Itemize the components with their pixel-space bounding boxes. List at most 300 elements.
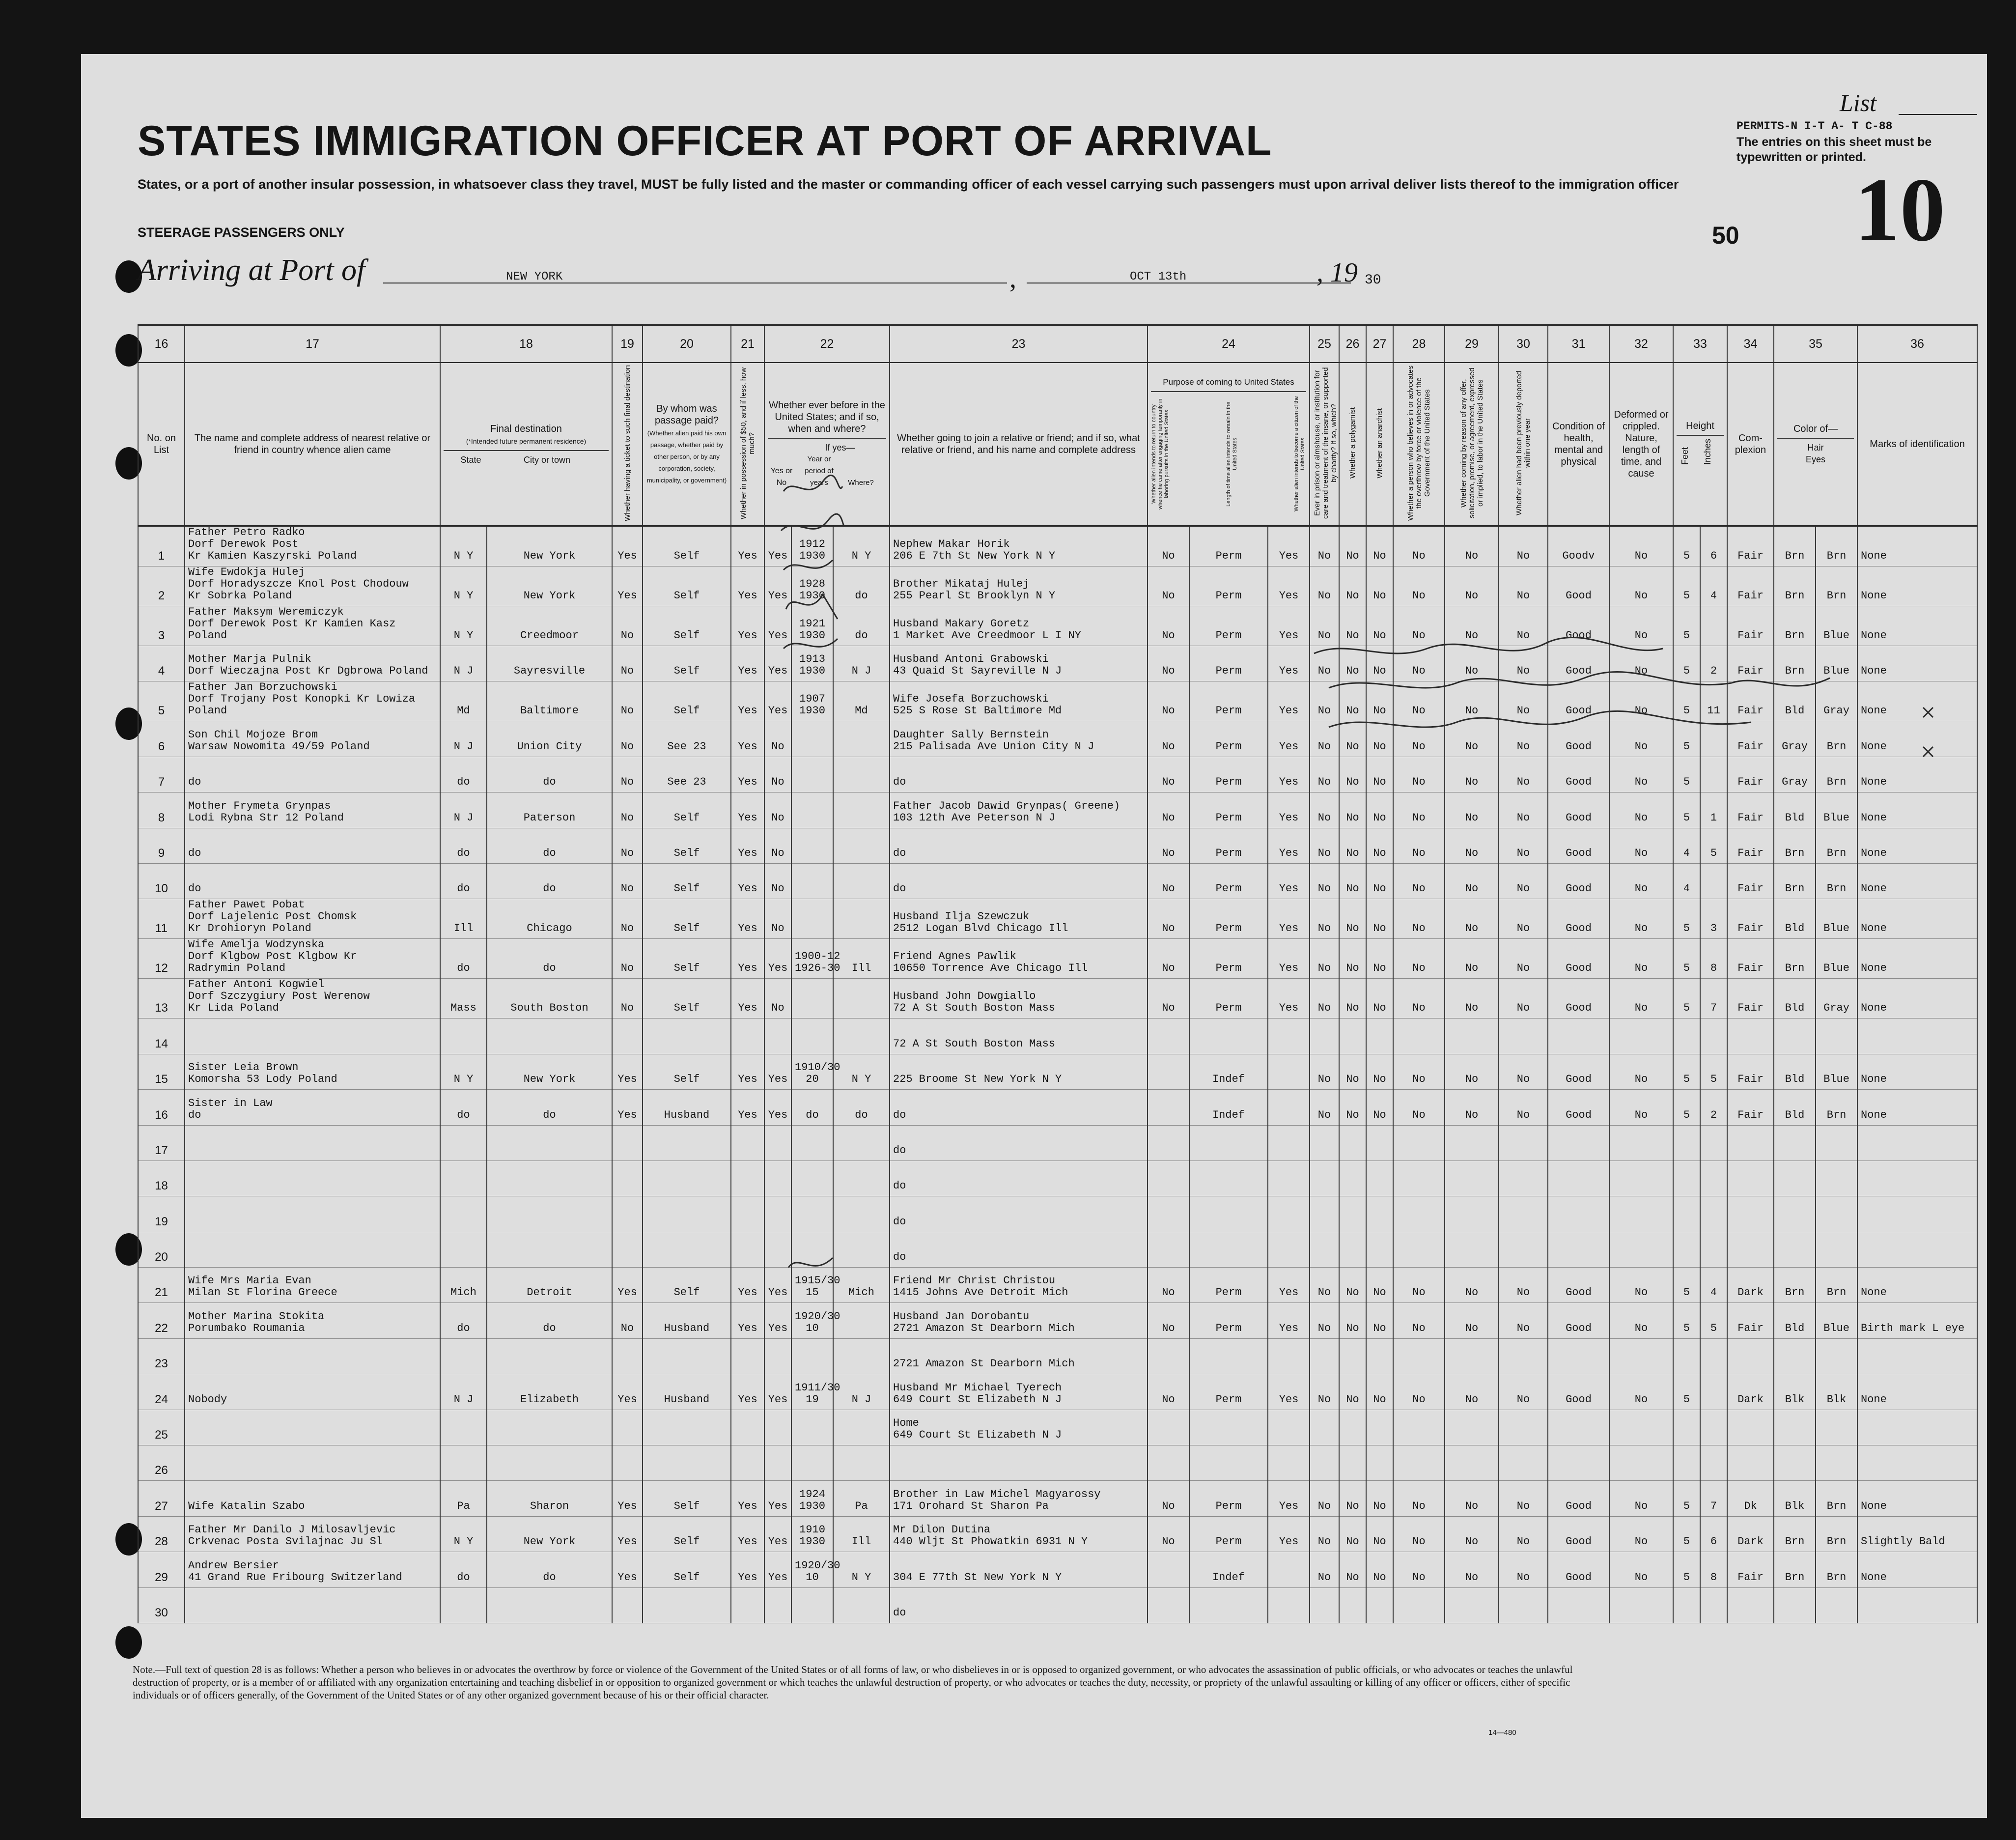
- cell-complexion: Fair: [1727, 757, 1774, 792]
- cell-eyes: [1816, 1445, 1857, 1481]
- cell-complexion: Fair: [1727, 899, 1774, 939]
- cell-complexion: Dark: [1727, 1268, 1774, 1303]
- cell-state: [440, 1587, 487, 1623]
- col-number: 16: [138, 325, 185, 363]
- cell-no: 21: [138, 1268, 185, 1303]
- cell-years-line: 1910: [799, 1524, 825, 1536]
- cell-inches: 2: [1700, 646, 1727, 681]
- cell-anar: No: [1366, 1481, 1393, 1516]
- cell-before: Yes: [764, 1516, 791, 1552]
- cell-join-line: Husband John Dowgiallo: [893, 990, 1036, 1003]
- cell-prison: No: [1310, 899, 1339, 939]
- cell-hair: Brn: [1774, 828, 1816, 863]
- cell-join: [890, 1445, 1148, 1481]
- cell-poly: No: [1339, 1481, 1366, 1516]
- cell-deformed: No: [1609, 979, 1673, 1019]
- cell-health: Good: [1548, 863, 1609, 899]
- cell-q28: No: [1393, 1054, 1445, 1089]
- cell-where: [833, 1303, 890, 1338]
- cell-no: 12: [138, 939, 185, 979]
- cell-city: [487, 1125, 612, 1161]
- cell-q29: No: [1445, 1552, 1499, 1587]
- cell-join: [890, 1054, 1148, 1089]
- cell-health: Good: [1548, 646, 1609, 681]
- cell-complexion: [1727, 1232, 1774, 1267]
- cell-eyes: Brn: [1816, 828, 1857, 863]
- cell-poly: [1339, 1232, 1366, 1267]
- cell-q29: No: [1445, 1481, 1499, 1516]
- cell-prison: No: [1310, 939, 1339, 979]
- cell-relative-line: Dorf Trojany Post Konopki Kr Lowiza: [188, 693, 416, 706]
- cell-length: Perm: [1189, 681, 1268, 721]
- cell-prison: No: [1310, 979, 1339, 1019]
- cell-deformed: No: [1609, 1090, 1673, 1125]
- cell-state: do: [440, 757, 487, 792]
- column-number-row: [138, 325, 1977, 363]
- cell-city: Chicago: [487, 899, 612, 939]
- cell-where: N Y: [833, 526, 890, 566]
- cell-paid: [643, 1445, 731, 1481]
- cell-deformed: No: [1609, 1374, 1673, 1410]
- cell-paid: See 23: [643, 721, 731, 757]
- manifest-sheet: [81, 54, 1987, 1818]
- cell-feet: [1673, 1587, 1700, 1623]
- cell-deformed: No: [1609, 1303, 1673, 1338]
- cell-fifty: Yes: [731, 939, 764, 979]
- cell-join-line: 171 Orohard St Sharon Pa: [893, 1500, 1049, 1512]
- cell-inches: 8: [1700, 1552, 1727, 1587]
- cell-hair: Brn: [1774, 1516, 1816, 1552]
- heading-state: State: [460, 454, 481, 465]
- cell-health: Good: [1548, 1481, 1609, 1516]
- cell-years-line: 1920/30: [795, 1559, 840, 1572]
- cell-relative-line: Father Jan Borzuchowski: [188, 681, 337, 694]
- cell-anar: No: [1366, 606, 1393, 646]
- cell-join: [890, 1303, 1148, 1338]
- heading-ticket-text: Whether having a ticket to such final destination: [623, 365, 632, 521]
- cell-prison: No: [1310, 863, 1339, 899]
- cell-inches: 2: [1700, 1090, 1727, 1125]
- cell-years: [791, 606, 833, 646]
- cell-relative-line: Wife Katalin Szabo: [188, 1500, 305, 1512]
- cell-q28: No: [1393, 1552, 1445, 1587]
- cell-health: [1548, 1161, 1609, 1196]
- cell-join: [890, 1019, 1148, 1054]
- cell-hair: Bld: [1774, 1090, 1816, 1125]
- cell-eyes: [1816, 1587, 1857, 1623]
- cell-fifty: Yes: [731, 1054, 764, 1089]
- cell-prison: No: [1310, 1303, 1339, 1338]
- list-label: List: [1840, 89, 1877, 116]
- cell-join-line: do: [893, 1180, 906, 1192]
- cell-relative-line: Wife Amelja Wodzynska: [188, 938, 325, 951]
- cell-join-line: 215 Palisada Ave Union City N J: [893, 740, 1094, 753]
- cell-no: 24: [138, 1374, 185, 1410]
- heading-passage-paid: [643, 363, 731, 526]
- cell-complexion: [1727, 1445, 1774, 1481]
- table-row: [138, 1054, 1977, 1089]
- cell-relative-line: Dorf Szczygiury Post Werenow: [188, 990, 370, 1003]
- cell-paid: Self: [643, 681, 731, 721]
- heading-purpose: [1148, 363, 1310, 526]
- cell-fifty: [731, 1445, 764, 1481]
- heading-final-destination: [440, 363, 612, 526]
- cell-join: [890, 1516, 1148, 1552]
- cell-relative: [185, 1232, 440, 1267]
- cell-health: Good: [1548, 1303, 1609, 1338]
- cell-prison: No: [1310, 793, 1339, 828]
- cell-join-line: 649 Court St Elizabeth N J: [893, 1429, 1062, 1442]
- cell-deformed: No: [1609, 1054, 1673, 1089]
- cell-feet: 5: [1673, 1268, 1700, 1303]
- cell-join-line: 72 A St South Boston Mass: [893, 1002, 1056, 1015]
- cell-relative: [185, 1410, 440, 1445]
- cell-q29: No: [1445, 828, 1499, 863]
- cell-join-line: Husband Makary Goretz: [893, 618, 1030, 630]
- cell-eyes: Blk: [1816, 1374, 1857, 1410]
- cell-before: No: [764, 828, 791, 863]
- table-row: [138, 566, 1977, 606]
- cell-q28: [1393, 1019, 1445, 1054]
- cell-eyes: Blue: [1816, 793, 1857, 828]
- cell-eyes: Brn: [1816, 1516, 1857, 1552]
- cell-inches: [1700, 1338, 1727, 1374]
- cell-join-line: Friend Agnes Pawlik: [893, 950, 1016, 963]
- cell-anar: [1366, 1232, 1393, 1267]
- cell-years: [791, 1196, 833, 1232]
- table-row: [138, 1481, 1977, 1516]
- cell-complexion: Fair: [1727, 979, 1774, 1019]
- cell-fifty: Yes: [731, 1374, 764, 1410]
- cell-feet: [1673, 1338, 1700, 1374]
- col-number: 18: [440, 325, 612, 363]
- cell-health: Good: [1548, 1090, 1609, 1125]
- cell-length: Perm: [1189, 1303, 1268, 1338]
- cell-state: do: [440, 1090, 487, 1125]
- cell-city: New York: [487, 1054, 612, 1089]
- cell-state: N Y: [440, 566, 487, 606]
- cell-inches: [1700, 1587, 1727, 1623]
- heading-color-sub: [1777, 438, 1854, 465]
- cell-hair: Blk: [1774, 1374, 1816, 1410]
- cell-hair: Brn: [1774, 1552, 1816, 1587]
- cell-feet: 5: [1673, 1374, 1700, 1410]
- cell-deport: No: [1499, 1481, 1548, 1516]
- cell-no: 30: [138, 1587, 185, 1623]
- cell-join-line: Nephew Makar Horik: [893, 538, 1010, 550]
- cell-state: [440, 1196, 487, 1232]
- cell-eyes: Gray: [1816, 681, 1857, 721]
- cell-ret: [1148, 1232, 1189, 1267]
- cell-q28: No: [1393, 1303, 1445, 1338]
- cell-where: Pa: [833, 1481, 890, 1516]
- cell-before: Yes: [764, 566, 791, 606]
- cell-q28: No: [1393, 526, 1445, 566]
- cell-length: [1189, 1125, 1268, 1161]
- cell-no: 15: [138, 1054, 185, 1089]
- cell-length: Perm: [1189, 526, 1268, 566]
- cell-before: Yes: [764, 1268, 791, 1303]
- cell-prison: [1310, 1125, 1339, 1161]
- cell-marks: Birth mark L eye: [1857, 1303, 1977, 1338]
- punch-hole: [115, 1626, 142, 1659]
- cell-join: [890, 721, 1148, 757]
- cell-where: [833, 1196, 890, 1232]
- cell-citizen: [1268, 1019, 1310, 1054]
- cell-relative-line: Mother Marina Stokita: [188, 1310, 325, 1323]
- cell-eyes: Brn: [1816, 526, 1857, 566]
- cell-relative: [185, 681, 440, 721]
- cell-relative: [185, 1552, 440, 1587]
- cell-years-line: 1930: [799, 1535, 825, 1548]
- cell-deport: [1499, 1019, 1548, 1054]
- cell-anar: No: [1366, 526, 1393, 566]
- cell-ret: No: [1148, 1303, 1189, 1338]
- cell-where: Mich: [833, 1268, 890, 1303]
- cell-complexion: [1727, 1338, 1774, 1374]
- cell-ret: [1148, 1587, 1189, 1623]
- cell-eyes: [1816, 1410, 1857, 1445]
- cell-deport: No: [1499, 566, 1548, 606]
- cell-before: [764, 1196, 791, 1232]
- cell-ticket: [612, 1161, 643, 1196]
- cell-relative-line: Crkvenac Posta Svilajnac Ju Sl: [188, 1535, 383, 1548]
- cell-anar: [1366, 1338, 1393, 1374]
- cell-ticket: No: [612, 899, 643, 939]
- cell-state: [440, 1161, 487, 1196]
- cell-relative: [185, 899, 440, 939]
- cell-years: [791, 828, 833, 863]
- cell-state: [440, 1338, 487, 1374]
- cell-years: [791, 1090, 833, 1125]
- cell-no: 17: [138, 1125, 185, 1161]
- cell-anar: No: [1366, 863, 1393, 899]
- cell-deport: [1499, 1338, 1548, 1374]
- cell-q29: No: [1445, 1303, 1499, 1338]
- cell-join-line: 72 A St South Boston Mass: [893, 1037, 1056, 1050]
- arrival-line: [138, 243, 1415, 297]
- cell-relative: [185, 1516, 440, 1552]
- heading-year: Year or period of years: [805, 455, 834, 487]
- col-number: 19: [612, 325, 643, 363]
- cell-paid: [643, 1410, 731, 1445]
- cell-complexion: [1727, 1410, 1774, 1445]
- cell-deformed: No: [1609, 646, 1673, 681]
- cell-deformed: No: [1609, 828, 1673, 863]
- cell-before: [764, 1019, 791, 1054]
- cell-relative: [185, 793, 440, 828]
- cell-q29: No: [1445, 1268, 1499, 1303]
- cell-state: N Y: [440, 1054, 487, 1089]
- cell-inches: 11: [1700, 681, 1727, 721]
- cell-ret: No: [1148, 1481, 1189, 1516]
- cell-deformed: [1609, 1232, 1673, 1267]
- cell-hair: Gray: [1774, 757, 1816, 792]
- cell-length: Indef: [1189, 1054, 1268, 1089]
- cell-fifty: Yes: [731, 566, 764, 606]
- cell-anar: [1366, 1445, 1393, 1481]
- cell-feet: 5: [1673, 681, 1700, 721]
- cell-ret: No: [1148, 899, 1189, 939]
- cell-q29: [1445, 1587, 1499, 1623]
- cell-q28: No: [1393, 757, 1445, 792]
- cell-relative-line: Father Pawet Pobat: [188, 899, 305, 911]
- cell-ticket: No: [612, 939, 643, 979]
- cell-citizen: Yes: [1268, 1516, 1310, 1552]
- cell-citizen: Yes: [1268, 757, 1310, 792]
- cell-health: Good: [1548, 681, 1609, 721]
- steerage-label: STEERAGE PASSENGERS ONLY: [138, 225, 345, 240]
- cell-anar: No: [1366, 828, 1393, 863]
- cell-where: N Y: [833, 1552, 890, 1587]
- cell-citizen: Yes: [1268, 1481, 1310, 1516]
- cell-join: [890, 1374, 1148, 1410]
- cell-ticket: [612, 1445, 643, 1481]
- cell-ticket: No: [612, 646, 643, 681]
- cell-city: do: [487, 1090, 612, 1125]
- passenger-manifest-table: [138, 324, 1978, 1623]
- col-number: 25: [1310, 325, 1339, 363]
- cell-no: 4: [138, 646, 185, 681]
- cell-ticket: Yes: [612, 526, 643, 566]
- cell-complexion: Fair: [1727, 1303, 1774, 1338]
- cell-q28: No: [1393, 1374, 1445, 1410]
- cell-q28: No: [1393, 566, 1445, 606]
- cell-deport: No: [1499, 646, 1548, 681]
- cell-q29: [1445, 1338, 1499, 1374]
- heading-if-yes-label: If yes—: [825, 443, 855, 453]
- cell-years-line: 19: [806, 1393, 819, 1406]
- cell-health: [1548, 1445, 1609, 1481]
- heading-ever-before-label: Whether ever before in the United States; and if so, when and where?: [769, 400, 885, 434]
- cell-hair: [1774, 1232, 1816, 1267]
- cell-deport: No: [1499, 863, 1548, 899]
- cell-marks: [1857, 1587, 1977, 1623]
- cell-ticket: [612, 1232, 643, 1267]
- cell-ret: [1148, 1410, 1189, 1445]
- cell-where: [833, 979, 890, 1019]
- sheet-prefix: 50: [1712, 222, 1739, 249]
- cell-where: [833, 793, 890, 828]
- cell-years: [791, 1374, 840, 1410]
- cell-feet: 4: [1673, 828, 1700, 863]
- cell-length: Perm: [1189, 606, 1268, 646]
- cell-join-line: 1 Market Ave Creedmoor L I NY: [893, 629, 1081, 642]
- cell-join-line: 255 Pearl St Brooklyn N Y: [893, 590, 1056, 602]
- cell-city: New York: [487, 526, 612, 566]
- cell-anar: No: [1366, 979, 1393, 1019]
- cell-poly: No: [1339, 1552, 1366, 1587]
- cell-inches: [1700, 1019, 1727, 1054]
- cell-hair: Brn: [1774, 863, 1816, 899]
- cell-city: Creedmoor: [487, 606, 612, 646]
- cell-hair: [1774, 1445, 1816, 1481]
- form-number: 14—480: [1488, 1728, 1516, 1737]
- cell-deport: No: [1499, 721, 1548, 757]
- heading-return: Whether alien intends to return to country whence he came after engaging temporarily in laboring pursuits in the United States: [1151, 398, 1170, 510]
- heading-polygamist: [1339, 363, 1366, 526]
- table-row: [138, 793, 1977, 828]
- table-row: [138, 939, 1977, 979]
- cell-eyes: Brn: [1816, 1090, 1857, 1125]
- cell-paid: [643, 1338, 731, 1374]
- cell-ret: [1148, 1445, 1189, 1481]
- sheet-number: 10: [1854, 160, 1945, 260]
- cell-q29: No: [1445, 757, 1499, 792]
- cell-health: Good: [1548, 1552, 1609, 1587]
- cell-join-line: Husband Ilja Szewczuk: [893, 910, 1030, 923]
- cell-paid: Self: [643, 863, 731, 899]
- table-row: [138, 1587, 1977, 1623]
- cell-q28: No: [1393, 646, 1445, 681]
- cell-length: Perm: [1189, 939, 1268, 979]
- cell-city: Sayresville: [487, 646, 612, 681]
- cell-prison: No: [1310, 566, 1339, 606]
- cell-hair: Brn: [1774, 1268, 1816, 1303]
- cell-q29: [1445, 1125, 1499, 1161]
- cell-fifty: [731, 1161, 764, 1196]
- cell-where: N Y: [833, 1054, 890, 1089]
- cell-fifty: Yes: [731, 828, 764, 863]
- heading-final-destination-note: (*Intended future permanent residence): [466, 437, 587, 445]
- cell-join-line: 2721 Amazon St Dearborn Mich: [893, 1358, 1075, 1370]
- cell-q29: No: [1445, 863, 1499, 899]
- cell-ret: No: [1148, 863, 1189, 899]
- cell-deformed: [1609, 1338, 1673, 1374]
- cell-hair: Brn: [1774, 566, 1816, 606]
- heading-list-number: No. on List: [138, 363, 185, 526]
- cell-q28: No: [1393, 939, 1445, 979]
- cell-no: 11: [138, 899, 185, 939]
- cell-q29: No: [1445, 1516, 1499, 1552]
- cell-deformed: No: [1609, 863, 1673, 899]
- cell-poly: No: [1339, 526, 1366, 566]
- cell-relative: [185, 1445, 440, 1481]
- cell-state: do: [440, 1552, 487, 1587]
- cell-join-line: Brother in Law Michel Magyarossy: [893, 1488, 1101, 1500]
- cell-anar: [1366, 1410, 1393, 1445]
- cell-relative: [185, 1161, 440, 1196]
- heading-ever-before-sub: [768, 438, 886, 489]
- cell-years-line: 1915/30: [795, 1274, 840, 1287]
- cell-join: [890, 939, 1148, 979]
- table-row: [138, 757, 1977, 792]
- cell-inches: 4: [1700, 566, 1727, 606]
- cell-marks: None: [1857, 721, 1977, 757]
- cell-deport: No: [1499, 526, 1548, 566]
- cell-ticket: No: [612, 828, 643, 863]
- cell-anar: No: [1366, 1268, 1393, 1303]
- cell-complexion: Fair: [1727, 828, 1774, 863]
- table-row: [138, 828, 1977, 863]
- cell-deport: [1499, 1196, 1548, 1232]
- cell-relative-line: Father Mr Danilo J Milosavljevic: [188, 1524, 396, 1536]
- cell-length: Perm: [1189, 863, 1268, 899]
- heading-height: [1673, 363, 1727, 526]
- cell-inches: 4: [1700, 1268, 1727, 1303]
- cell-citizen: Yes: [1268, 899, 1310, 939]
- cell-where: N J: [833, 1374, 890, 1410]
- cell-before: [764, 1161, 791, 1196]
- cell-inches: [1700, 606, 1727, 646]
- cell-where: do: [833, 566, 890, 606]
- cell-city: Detroit: [487, 1268, 612, 1303]
- cell-state: do: [440, 1303, 487, 1338]
- cell-length: Perm: [1189, 828, 1268, 863]
- cell-q28: No: [1393, 828, 1445, 863]
- cell-relative-line: Mother Marja Pulnik: [188, 653, 311, 666]
- cell-years: [791, 1587, 833, 1623]
